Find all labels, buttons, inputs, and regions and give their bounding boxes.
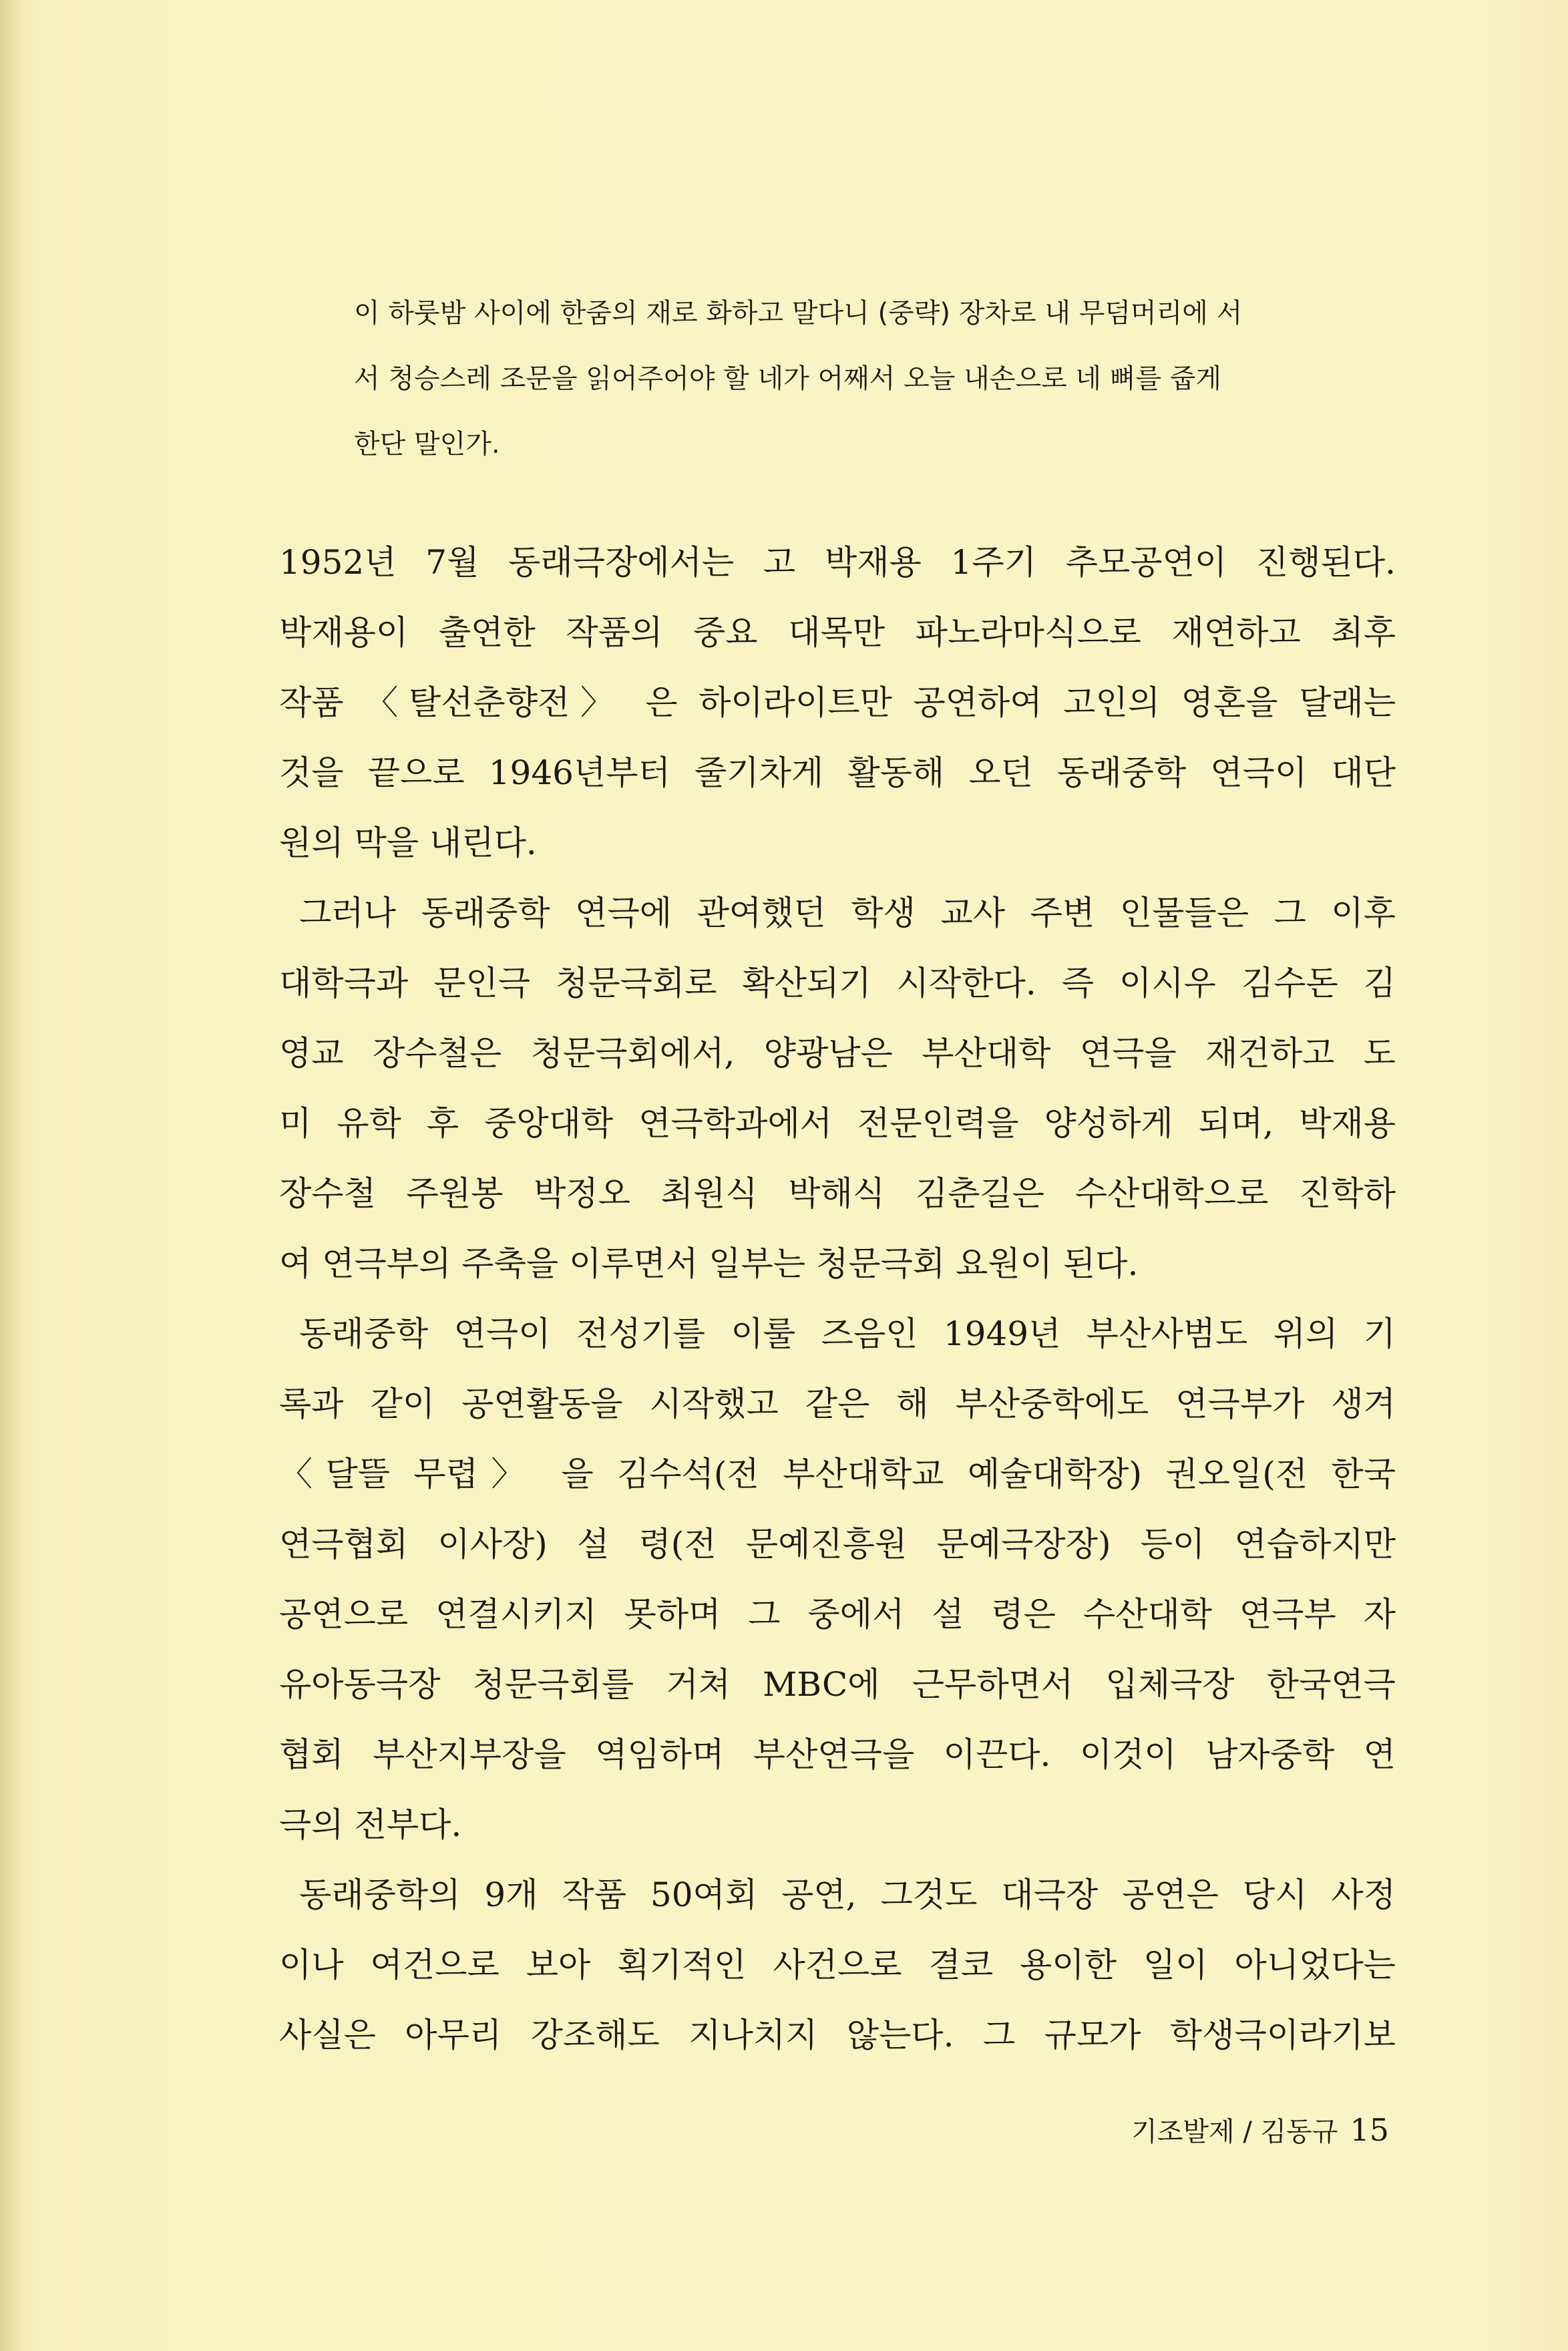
page-edge	[0, 0, 23, 2351]
body-line: 유아동극장 청문극회를 거쳐 MBC에 근무하면서 입체극장 한국연극	[279, 1665, 1396, 1704]
body-line: 동래중학 연극이 전성기를 이룰 즈음인 1949년 부산사범도 위의 기	[299, 1314, 1396, 1353]
quote-line: 이 하룻밤 사이에 한줌의 재로 화하고 말다니 (중략) 장차로 내 무덤머리에 서	[354, 298, 1243, 329]
quote-block	[354, 281, 1329, 477]
body-line: 공연으로 연결시키지 못하며 그 중에서 설 령은 수산대학 연극부 자	[279, 1595, 1396, 1634]
body-line: 록과 같이 공연활동을 시작했고 같은 해 부산중학에도 연극부가 생겨	[279, 1385, 1396, 1423]
body-line: 연극협회 이사장) 설 령(전 문예진흥원 문예극장장) 등이 연습하지만	[279, 1525, 1396, 1564]
body-line: 박재용이 출연한 작품의 중요 대목만 파노라마식으로 재연하고 최후	[279, 613, 1396, 652]
body-line: 극의 전부다.	[279, 1805, 462, 1844]
body-line: 사실은 아무리 강조해도 지나치지 않는다. 그 규모가 학생극이라기보	[279, 2016, 1396, 2054]
quote-line: 한단 말인가.	[354, 429, 500, 460]
page-footer	[1131, 2111, 1389, 2149]
body-line: 영교 장수철은 청문극회에서, 양광남은 부산대학 연극을 재건하고 도	[279, 1034, 1396, 1073]
body-line: 대학극과 문인극 청문극회로 확산되기 시작한다. 즉 이시우 김수돈 김	[279, 964, 1396, 1003]
body-line: 것을 끝으로 1946년부터 줄기차게 활동해 오던 동래중학 연극이 대단	[279, 753, 1396, 792]
body-line: 1952년 7월 동래극장에서는 고 박재용 1주기 추모공연이 진행된다.	[279, 543, 1396, 582]
body-line: 협회 부산지부장을 역임하며 부산연극을 이끈다. 이것이 남자중학 연	[279, 1735, 1396, 1774]
body-line: 〈달뜰 무렵〉 을 김수석(전 부산대학교 예술대학장) 권오일(전 한국	[279, 1455, 1396, 1493]
body-line: 장수철 주원봉 박정오 최원식 박해식 김춘길은 수산대학으로 진학하	[279, 1174, 1396, 1213]
quote-line: 서 청승스레 조문을 읽어주어야 할 네가 어째서 오늘 내손으로 네 뼈를 줍게	[354, 363, 1222, 394]
running-footer-section: 기조발제 / 김동규	[1131, 2117, 1338, 2147]
body-line: 동래중학의 9개 작품 50여회 공연, 그것도 대극장 공연은 당시 사정	[299, 1875, 1396, 1914]
body-line: 여 연극부의 주축을 이루면서 일부는 청문극회 요원이 된다.	[279, 1244, 1139, 1283]
body-text	[279, 528, 1396, 2070]
page-number: 15	[1350, 2112, 1389, 2148]
body-line: 작품 〈탈선춘향전〉 은 하이라이트만 공연하여 고인의 영혼을 달래는	[279, 683, 1396, 722]
body-line: 미 유학 후 중앙대학 연극학과에서 전문인력을 양성하게 되며, 박재용	[279, 1104, 1396, 1143]
body-line: 원의 막을 내린다.	[279, 824, 537, 862]
body-line: 그러나 동래중학 연극에 관여했던 학생 교사 주변 인물들은 그 이후	[299, 894, 1396, 932]
body-line: 이나 여건으로 보아 획기적인 사건으로 결코 용이한 일이 아니었다는	[279, 1946, 1396, 1984]
